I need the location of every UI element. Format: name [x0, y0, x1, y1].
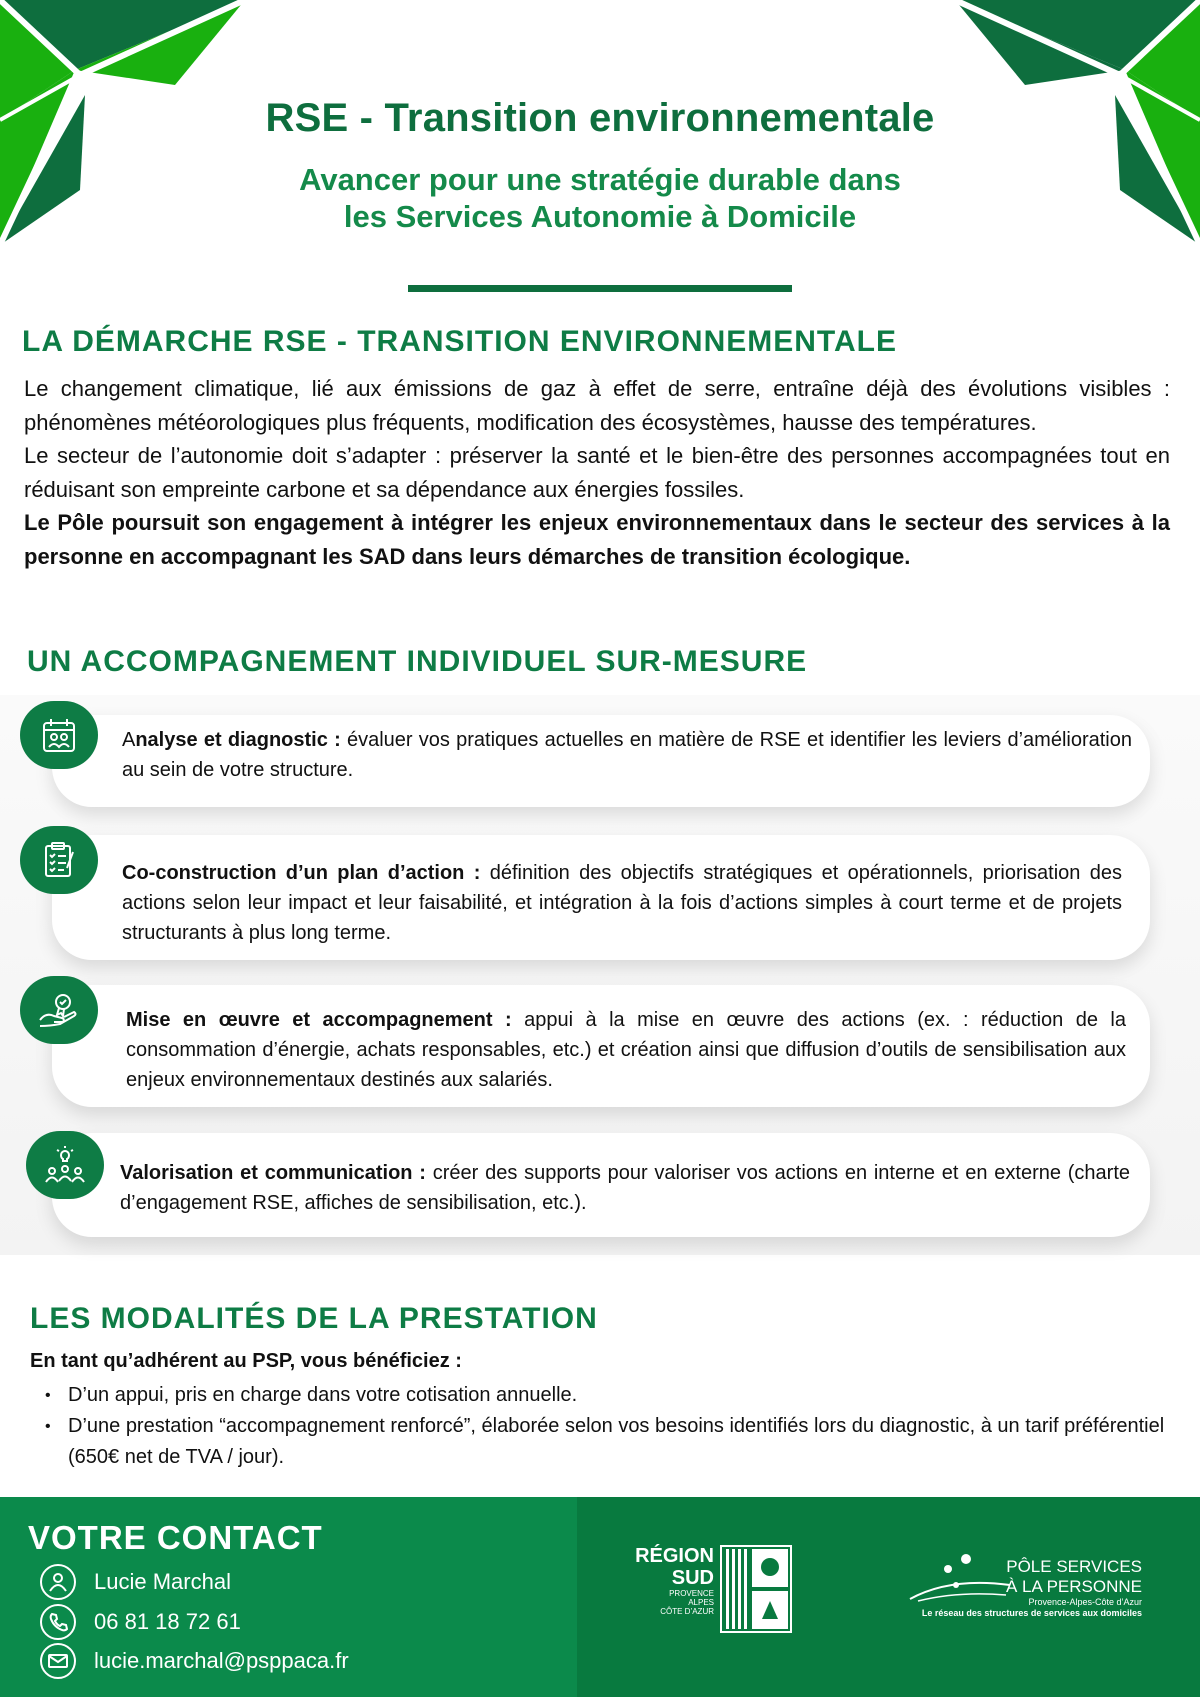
- paragraph: Le secteur de l’autonomie doit s’adapter : préserver la santé et le bien-être des personnes accompagnées tout en réduisant son empreinte carbone et sa dépendance aux énergies fossiles.: [24, 443, 1170, 502]
- paragraph-bold: Le Pôle poursuit son engagement à intégrer les enjeux environnementaux dans le secteur des services à la personne en accompagnant les SAD dans leurs démarches de transition écologique.: [24, 510, 1170, 569]
- subtitle-line: Avancer pour une stratégie durable dans: [299, 162, 901, 197]
- hand-award-icon: [20, 976, 98, 1044]
- paragraph: Le changement climatique, lié aux émissions de gaz à effet de serre, entraîne déjà des évolutions visibles : phénomènes météorologiques plus fréquents, modification des écosystèmes, hausse des températures.: [24, 376, 1170, 435]
- psp-logo: [908, 1549, 1148, 1629]
- service-card-text: Valorisation et communication : créer des supports pour valoriser vos actions en interne et en externe (charte d’engagement RSE, affiches de sensibilisation, etc.).: [120, 1162, 1130, 1214]
- calendar-team-icon: [20, 701, 98, 769]
- list-item: • D’un appui, pris en charge dans votre cotisation annuelle.: [30, 1380, 1175, 1411]
- phone-icon: [40, 1604, 76, 1640]
- section-title-accompagnement: UN ACCOMPAGNEMENT INDIVIDUEL SUR-MESURE: [27, 645, 808, 678]
- modalites-list: [30, 1380, 1175, 1473]
- section-title-modalites: LES MODALITÉS DE LA PRESTATION: [30, 1302, 598, 1335]
- page-header: [0, 96, 1200, 235]
- footer: [0, 1497, 1200, 1697]
- contact-phone-row: [40, 1603, 241, 1641]
- service-card-text: Analyse et diagnostic : évaluer vos pratiques actuelles en matière de RSE et identifier les leviers d’amélioration au sein de votre structure.: [122, 729, 1132, 781]
- footer-contact-panel: [0, 1497, 577, 1697]
- section-title-demarche: LA DÉMARCHE RSE - TRANSITION ENVIRONNEMENTALE: [22, 325, 898, 358]
- team-idea-icon: [26, 1131, 104, 1199]
- header-divider: [408, 285, 792, 292]
- psp-logo-tagline: Provence-Alpes-Côte d’Azur Le réseau des structures de services aux domiciles: [921, 1597, 1142, 1618]
- contact-email-row: [40, 1642, 349, 1680]
- subtitle-line: les Services Autonomie à Domicile: [343, 199, 857, 234]
- contact-name: Lucie Marchal: [94, 1569, 231, 1594]
- modalites-lead: En tant qu’adhérent au PSP, vous bénéficiez :: [30, 1350, 462, 1372]
- clipboard-checklist-icon: [20, 826, 98, 894]
- footer-logos-panel: [577, 1497, 1200, 1697]
- section-demarche-text: [24, 372, 1170, 573]
- contact-phone[interactable]: 06 81 18 72 61: [94, 1609, 241, 1634]
- region-shield-icon: [720, 1545, 792, 1633]
- contact-name-row: [40, 1563, 231, 1601]
- service-card-text: Mise en œuvre et accompagnement : appui à la mise en œuvre des actions (ex. : réduction de la consommation d’énergie, achats responsables, etc.) et création ainsi que diffusion d’outils de sensibilisation aux enjeux environnementaux destinés aux salariés.: [126, 1009, 1127, 1091]
- page-subtitle: [0, 161, 1200, 235]
- contact-title: VOTRE CONTACT: [28, 1519, 323, 1556]
- envelope-icon: [40, 1643, 76, 1679]
- page-title: RSE - Transition environnementale: [265, 96, 935, 140]
- region-logo-text: RÉGION SUD PROVENCE ALPES CÔTE D’AZUR: [635, 1545, 714, 1616]
- region-sud-logo: [622, 1545, 792, 1639]
- psp-logo-name: PÔLE SERVICES À LA PERSONNE: [1005, 1557, 1142, 1596]
- service-card-text: Co-construction d’un plan d’action : définition des objectifs stratégiques et opérationnels, priorisation des actions selon leur impact et leur faisabilité, et intégration à la fois d’actions simples à court terme et de projets structurants à plus long terme.: [122, 862, 1123, 944]
- user-icon: [40, 1564, 76, 1600]
- list-item: • D’une prestation “accompagnement renforcé”, élaborée selon vos besoins identifiés lors du diagnostic, à un tarif préférentiel (650€ net de TVA / jour).: [30, 1411, 1175, 1473]
- contact-email[interactable]: lucie.marchal@psppaca.fr: [94, 1648, 349, 1673]
